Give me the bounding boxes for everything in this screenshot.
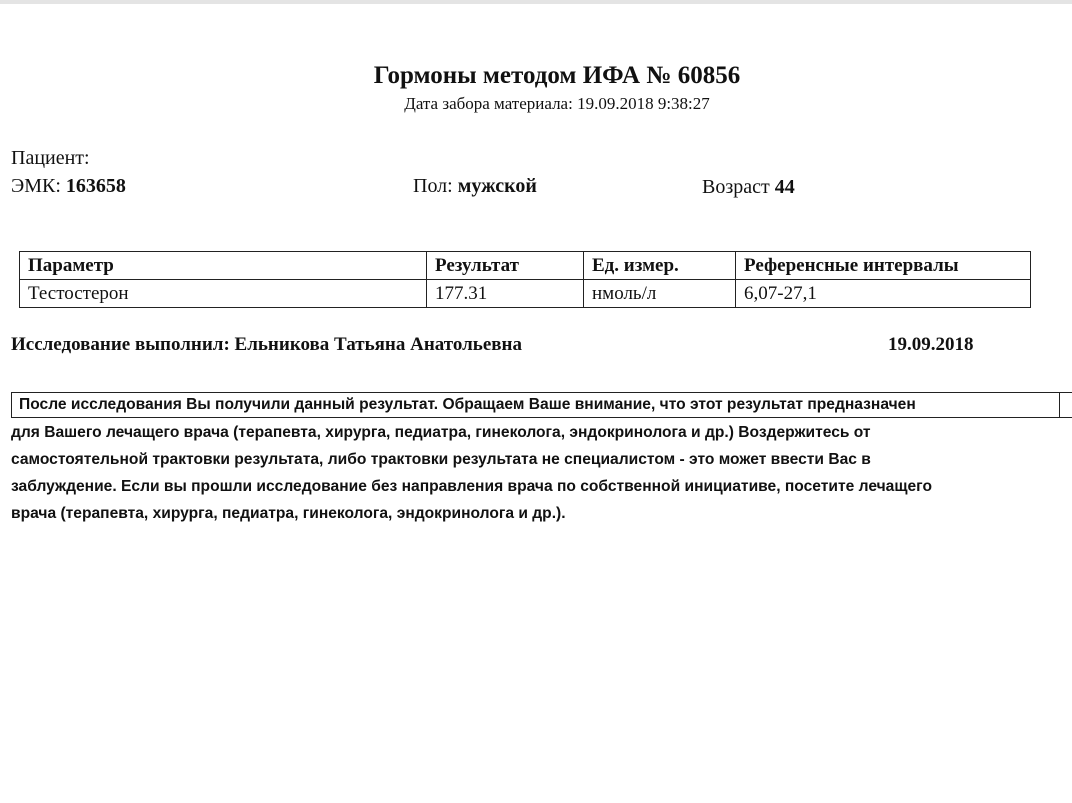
- patient-label: Пациент:: [11, 147, 90, 169]
- header-reference: Референсные интервалы: [736, 252, 1031, 280]
- table-header-row: [20, 252, 1031, 280]
- notice-line: После исследования Вы получили данный результат. Обращаем Ваше внимание, что этот результат предназначен: [11, 392, 1072, 418]
- header-parameter: Параметр: [20, 252, 427, 280]
- cell-parameter: Тестостерон: [20, 280, 427, 308]
- sex-field: [413, 175, 537, 198]
- age-label: Возраст: [702, 176, 770, 198]
- sex-value: мужской: [457, 175, 537, 197]
- emk-field: [11, 175, 126, 198]
- notice-box-edge: [1059, 392, 1060, 418]
- emk-value: 163658: [65, 175, 126, 197]
- patient-field: [11, 147, 90, 170]
- notice-line: врача (терапевта, хирурга, педиатра, гинеколога, эндокринолога и др.).: [11, 505, 566, 522]
- notice-line: для Вашего лечащего врача (терапевта, хирурга, педиатра, гинеколога, эндокринолога и др.) Воздержитесь от: [11, 424, 871, 441]
- results-table: [19, 251, 1031, 308]
- table-row: [20, 280, 1031, 308]
- age-value: 44: [774, 176, 795, 198]
- cell-unit: нмоль/л: [584, 280, 736, 308]
- performer-date: 19.09.2018: [888, 334, 974, 355]
- header-result: Результат: [427, 252, 584, 280]
- header-unit: Ед. измер.: [584, 252, 736, 280]
- collection-date: Дата забора материала: 19.09.2018 9:38:27: [404, 94, 710, 113]
- age-field: [702, 176, 795, 199]
- cell-result: 177.31: [427, 280, 584, 308]
- document-title: Гормоны методом ИФА № 60856: [373, 62, 741, 89]
- notice-block: [11, 392, 1072, 527]
- cell-reference: 6,07-27,1: [736, 280, 1031, 308]
- performer-line: Исследование выполнил: Ельникова Татьяна Анатольевна: [11, 334, 522, 355]
- sex-label: Пол:: [413, 175, 453, 197]
- top-border: [0, 0, 1072, 4]
- notice-line: заблуждение. Если вы прошли исследование без направления врача по собственной инициативе, посетите лечащего: [11, 478, 932, 495]
- emk-label: ЭМК:: [11, 175, 61, 197]
- notice-line: самостоятельной трактовки результата, либо трактовки результата не специалистом - это может ввести Вас в: [11, 451, 871, 468]
